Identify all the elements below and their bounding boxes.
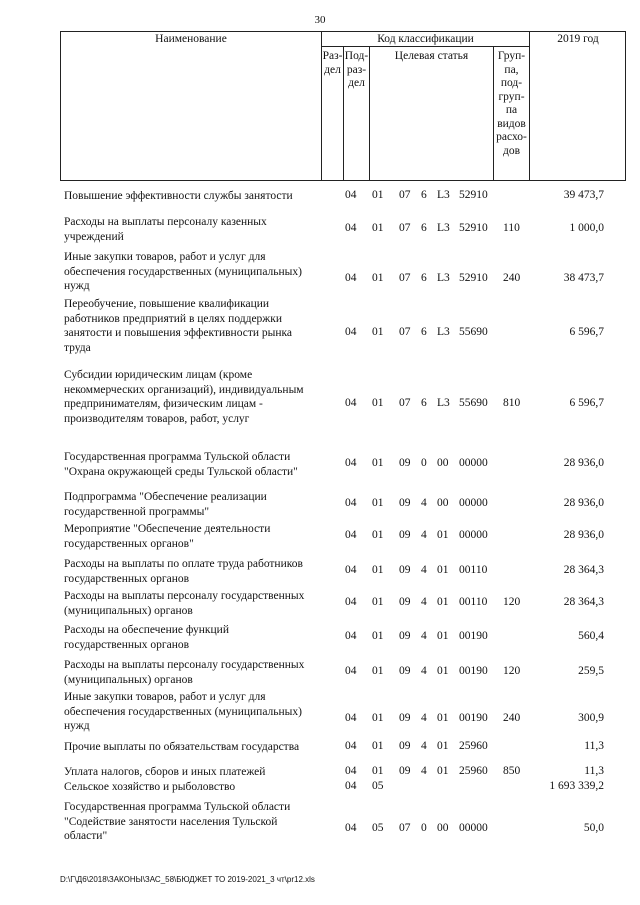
row-razdel: 04	[345, 564, 357, 577]
row-target-program: 09	[399, 630, 411, 643]
row-name	[64, 189, 338, 204]
row-target-direction: 00000	[459, 497, 488, 510]
row-podrazdel: 01	[372, 665, 384, 678]
row-amount: 50,0	[583, 821, 604, 834]
header-razdel-line: дел	[324, 63, 341, 76]
row-razdel: 04	[345, 596, 357, 609]
row-razdel: 04	[345, 740, 357, 752]
row-target-direction: 00000	[459, 529, 488, 542]
row-name-line: "Охрана окружающей среды Тульской области"	[64, 465, 298, 478]
row-amount: 259,5	[578, 665, 604, 678]
row-name	[64, 740, 338, 755]
row-podrazdel: 01	[372, 497, 384, 510]
row-name-line: государственных органов	[64, 638, 190, 651]
row-target-event: 01	[437, 765, 449, 777]
header-group-line: па,	[504, 63, 519, 76]
row-name	[64, 658, 338, 687]
header-podrazdel-line: дел	[348, 77, 365, 89]
row-target-program: 09	[399, 596, 411, 609]
row-name-line: Иные закупки товаров, работ и услуг для	[64, 691, 266, 703]
row-expense-type: 110	[503, 222, 520, 235]
row-target-program: 07	[399, 222, 411, 235]
row-target-subprogram: 4	[421, 497, 427, 510]
row-name	[64, 690, 338, 734]
row-razdel: 04	[345, 397, 357, 409]
header-podrazdel	[344, 50, 369, 91]
row-target-program: 07	[399, 271, 411, 284]
row-name-line: производителям товаров, работ, услуг	[64, 412, 250, 425]
row-razdel: 04	[345, 222, 357, 235]
row-target-subprogram: 0	[421, 821, 427, 834]
row-name-line: Уплата налогов, сборов и иных платежей	[64, 766, 266, 778]
row-amount: 28 936,0	[563, 497, 604, 510]
row-name	[64, 780, 338, 795]
row-podrazdel: 01	[372, 397, 384, 409]
header-code: Код классификации	[377, 33, 474, 45]
row-target-subprogram: 6	[421, 271, 427, 284]
row-target-event: 01	[437, 529, 449, 542]
row-name	[64, 250, 338, 294]
row-razdel: 04	[345, 497, 357, 510]
row-target-subprogram: 4	[421, 596, 427, 609]
row-target-program: 09	[399, 457, 411, 470]
row-target-subprogram: 6	[421, 222, 427, 235]
row-podrazdel: 01	[372, 222, 384, 235]
row-name-line: Государственная программа Тульской области	[64, 451, 291, 463]
row-name-line: обеспечения государственных (муниципальных)	[64, 265, 302, 278]
row-target-event: 00	[437, 457, 449, 470]
row-podrazdel: 01	[372, 529, 384, 542]
row-name	[64, 557, 338, 586]
row-amount: 1 693 339,2	[549, 780, 604, 792]
row-amount: 6 596,7	[569, 397, 604, 409]
row-amount: 28 364,3	[563, 564, 604, 577]
row-name-line: Подпрограмма "Обеспечение реализации	[64, 491, 267, 503]
row-name-line: Расходы на обеспечение функций	[64, 624, 229, 636]
row-amount: 560,4	[578, 630, 604, 643]
row-expense-type: 240	[503, 711, 521, 724]
row-target-event: 01	[437, 740, 449, 752]
row-name-line: нужд	[64, 720, 90, 732]
row-target-subprogram: 6	[421, 397, 427, 409]
row-name-line: Переобучение, повышение квалификации	[64, 298, 270, 310]
row-razdel: 04	[345, 711, 357, 724]
row-name-line: обеспечения государственных (муниципальных)	[64, 705, 302, 718]
row-name-line: Расходы на выплаты персоналу государственных	[64, 659, 305, 671]
row-target-direction: 52910	[459, 222, 488, 235]
row-amount: 11,3	[584, 765, 604, 777]
row-razdel: 04	[345, 529, 357, 542]
header-group-line: видов	[497, 117, 526, 130]
row-name	[64, 368, 338, 426]
row-name	[64, 490, 338, 519]
row-target-direction: 00110	[459, 564, 488, 577]
row-podrazdel: 01	[372, 457, 384, 470]
row-target-subprogram: 4	[421, 564, 427, 577]
row-target-direction: 00000	[459, 457, 488, 470]
row-name	[64, 450, 338, 479]
row-name-line: Расходы на выплаты персоналу казенных	[64, 216, 267, 228]
row-target-program: 09	[399, 497, 411, 510]
row-podrazdel: 01	[372, 630, 384, 643]
row-podrazdel: 01	[372, 765, 384, 777]
row-razdel: 04	[345, 271, 357, 284]
row-razdel: 04	[345, 765, 357, 777]
row-name-line: Расходы на выплаты по оплате труда работников	[64, 558, 303, 570]
row-target-subprogram: 4	[421, 665, 427, 678]
table-header	[60, 31, 626, 181]
row-name	[64, 800, 338, 844]
row-podrazdel: 01	[372, 596, 384, 609]
row-name-line: государственной программы"	[64, 505, 210, 518]
row-amount: 6 596,7	[569, 326, 604, 338]
row-target-direction: 25960	[459, 740, 488, 752]
row-target-subprogram: 4	[421, 630, 427, 643]
row-amount: 39 473,7	[563, 189, 604, 201]
header-group-line: под-	[500, 77, 523, 89]
row-target-event: L3	[437, 271, 450, 284]
row-target-subprogram: 4	[421, 765, 427, 777]
row-name-line: Расходы на выплаты персоналу государственных	[64, 590, 305, 602]
row-target-event: L3	[437, 222, 450, 235]
header-group-line: груп-	[498, 90, 525, 103]
row-target-subprogram: 4	[421, 740, 427, 752]
row-target-direction: 00190	[459, 665, 488, 678]
row-target-program: 09	[399, 665, 411, 678]
row-podrazdel: 01	[372, 711, 384, 724]
header-year: 2019 год	[557, 33, 599, 45]
header-group-line: Груп-	[497, 50, 526, 62]
row-target-direction: 52910	[459, 189, 488, 201]
row-target-program: 09	[399, 711, 411, 724]
row-target-program: 09	[399, 529, 411, 542]
row-target-event: 01	[437, 665, 449, 678]
row-name-line: Государственная программа Тульской области	[64, 801, 291, 813]
row-name-line: некоммерческих организаций), индивидуальным	[64, 383, 304, 396]
header-group-line: па	[505, 104, 518, 116]
row-name-line: нужд	[64, 280, 90, 292]
row-name-line: занятости и повышения эффективности рынка	[64, 327, 293, 339]
row-razdel: 04	[345, 665, 357, 678]
row-name-line: Сельское хозяйство и рыболовство	[64, 781, 236, 793]
row-target-event: 01	[437, 630, 449, 643]
row-podrazdel: 05	[372, 780, 384, 792]
row-expense-type: 810	[503, 397, 521, 409]
row-expense-type: 120	[503, 665, 521, 678]
row-name-line: области"	[64, 830, 108, 842]
row-name-line: (муниципальных) органов	[64, 673, 193, 686]
row-target-direction: 00000	[459, 821, 488, 834]
row-target-event: L3	[437, 326, 450, 338]
row-target-direction: 55690	[459, 397, 488, 409]
row-target-program: 07	[399, 326, 411, 338]
row-name-line: Субсидии юридическим лицам (кроме	[64, 369, 253, 381]
row-name-line: Иные закупки товаров, работ и услуг для	[64, 251, 266, 263]
row-target-event: 01	[437, 596, 449, 609]
row-razdel: 04	[345, 326, 357, 338]
row-expense-type: 120	[503, 596, 521, 609]
row-target-direction: 00110	[459, 596, 488, 609]
row-target-event: L3	[437, 189, 450, 201]
row-target-event: 01	[437, 564, 449, 577]
row-podrazdel: 01	[372, 564, 384, 577]
row-target-subprogram: 6	[421, 326, 427, 338]
row-target-program: 09	[399, 765, 411, 777]
row-podrazdel: 01	[372, 189, 384, 201]
header-podrazdel-line: Под-	[344, 50, 369, 62]
row-amount: 28 364,3	[563, 596, 604, 609]
row-amount: 28 936,0	[563, 529, 604, 542]
header-razdel	[322, 50, 343, 77]
row-target-direction: 00190	[459, 711, 488, 724]
row-name	[64, 623, 338, 652]
header-group	[494, 50, 529, 158]
row-name-line: государственных органов	[64, 572, 190, 585]
row-razdel: 04	[345, 457, 357, 470]
row-name	[64, 215, 338, 244]
row-name-line: труда	[64, 341, 91, 354]
row-razdel: 04	[345, 780, 357, 792]
page-number: 30	[314, 14, 326, 26]
row-podrazdel: 05	[372, 821, 384, 834]
row-target-event: 01	[437, 711, 449, 724]
row-podrazdel: 01	[372, 326, 384, 338]
row-expense-type: 850	[503, 765, 521, 777]
row-target-event: 00	[437, 497, 449, 510]
file-path-footer: D:\Г\Д6\2018\ЗАКОНЫ\ЗАС_58\БЮДЖЕТ ТО 2019-2021_3 чт\pr12.xls	[60, 875, 315, 884]
row-target-direction: 00190	[459, 630, 488, 643]
header-group-line: расхо-	[496, 131, 527, 143]
row-target-subprogram: 4	[421, 529, 427, 542]
row-target-program: 07	[399, 397, 411, 409]
row-name-line: Повышение эффективности службы занятости	[64, 190, 293, 202]
row-razdel: 04	[345, 189, 357, 201]
row-amount: 300,9	[578, 711, 604, 724]
row-target-program: 07	[399, 821, 411, 834]
row-amount: 1 000,0	[569, 222, 604, 235]
row-name-line: Прочие выплаты по обязательствам государства	[64, 741, 300, 753]
row-amount: 11,3	[584, 740, 604, 752]
header-name: Наименование	[155, 33, 227, 45]
row-name-line: учреждений	[64, 230, 124, 243]
row-target-event: 00	[437, 821, 449, 834]
row-target-subprogram: 0	[421, 457, 427, 470]
header-target: Целевая статья	[394, 50, 469, 62]
row-target-direction: 55690	[459, 326, 488, 338]
header-razdel-line: Раз-	[322, 50, 343, 62]
row-target-program: 07	[399, 189, 411, 201]
row-target-direction: 25960	[459, 765, 488, 777]
row-razdel: 04	[345, 821, 357, 834]
row-name-line: Мероприятие "Обеспечение деятельности	[64, 523, 271, 535]
row-target-subprogram: 6	[421, 189, 427, 201]
row-podrazdel: 01	[372, 271, 384, 284]
row-amount: 28 936,0	[563, 457, 604, 470]
row-podrazdel: 01	[372, 740, 384, 752]
row-name	[64, 765, 338, 780]
header-group-line: дов	[502, 144, 521, 157]
row-razdel: 04	[345, 630, 357, 643]
row-name-line: (муниципальных) органов	[64, 604, 193, 617]
row-target-subprogram: 4	[421, 711, 427, 724]
row-target-program: 09	[399, 564, 411, 577]
header-podrazdel-line: раз-	[346, 63, 367, 76]
row-target-event: L3	[437, 397, 450, 409]
row-name	[64, 522, 338, 551]
row-name-line: "Содействие занятости населения Тульской	[64, 815, 278, 828]
row-target-program: 09	[399, 740, 411, 752]
row-target-direction: 52910	[459, 271, 488, 284]
row-name-line: работников предприятий в целях поддержки	[64, 312, 282, 325]
row-name-line: предпринимателям, физическим лицам -	[64, 398, 263, 410]
row-name	[64, 297, 338, 355]
row-name-line: государственных органов"	[64, 537, 194, 550]
row-amount: 38 473,7	[563, 271, 604, 284]
row-expense-type: 240	[503, 271, 521, 284]
row-name	[64, 589, 338, 618]
